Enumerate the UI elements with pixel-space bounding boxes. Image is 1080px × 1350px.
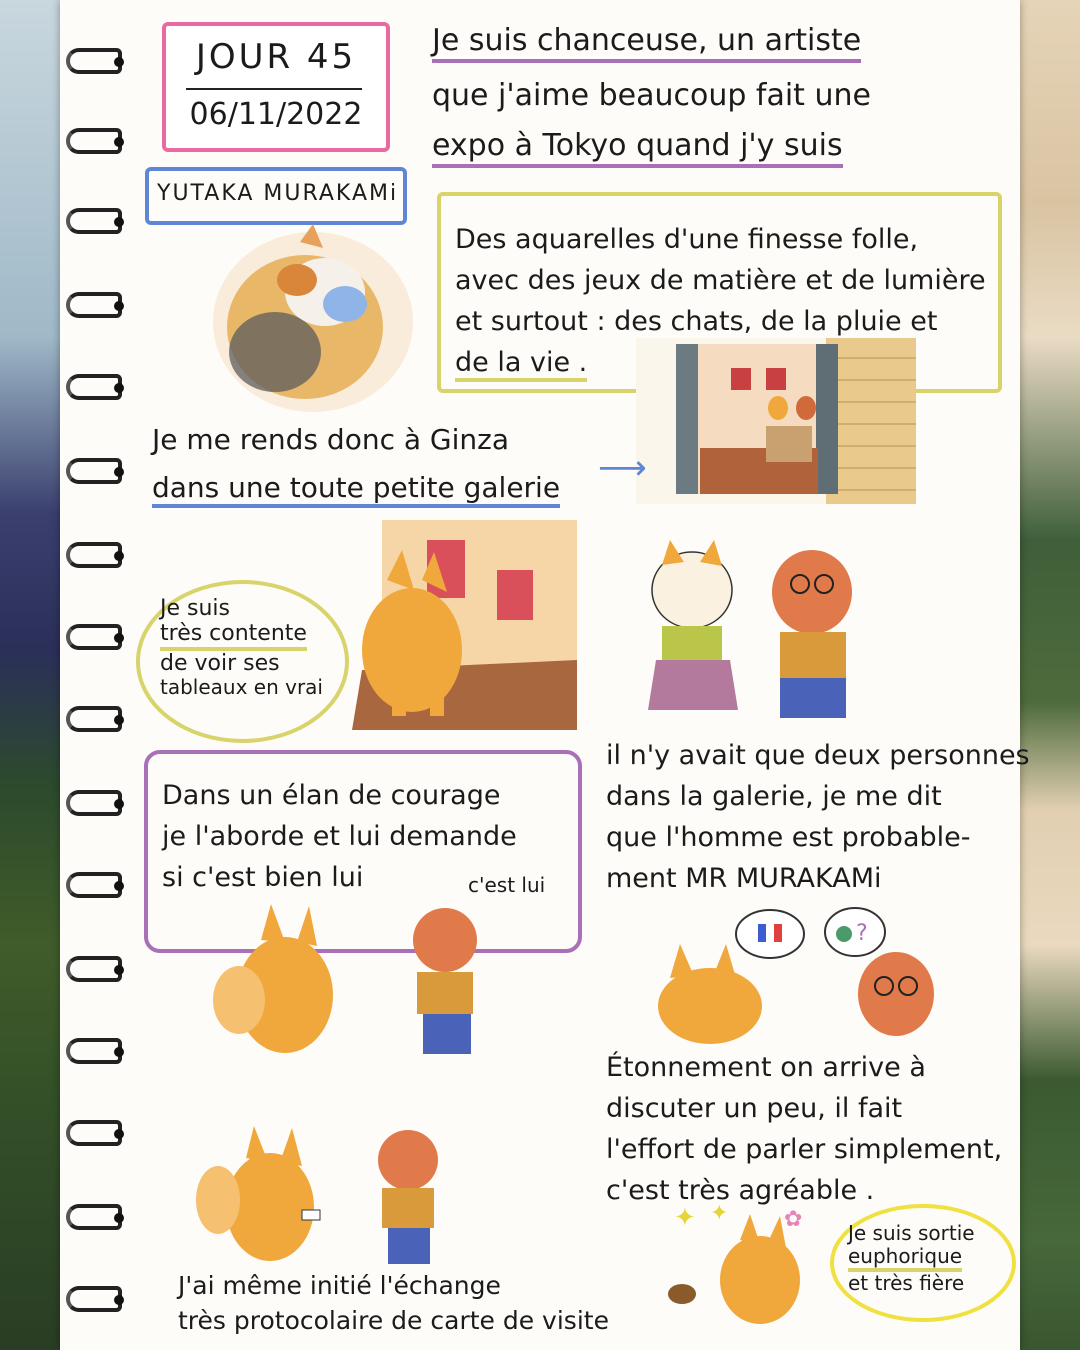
ring <box>66 542 122 568</box>
two-people-text <box>606 740 1030 894</box>
svg-text:?: ? <box>856 921 868 946</box>
discussion-line: Étonnement on arrive à <box>606 1052 926 1083</box>
ring <box>66 374 122 400</box>
euphoric-line: et très fière <box>848 1271 965 1295</box>
description-line: Des aquarelles d'une finesse folle, <box>455 224 919 255</box>
bubble-line: Je suis <box>160 596 230 621</box>
euphoric-line: euphorique <box>848 1245 962 1272</box>
bubble-line: de voir ses <box>160 650 280 676</box>
discussion-line: discuter un peu, il fait <box>606 1093 903 1125</box>
svg-text:✦: ✦ <box>710 1201 729 1226</box>
description-line: de la vie . <box>455 347 587 382</box>
ring <box>66 956 122 982</box>
fox-approaching-man-drawing <box>205 900 505 1070</box>
happy-fox-drawing <box>660 1200 830 1340</box>
ring <box>66 1120 122 1146</box>
ring <box>66 1038 122 1064</box>
ginza-line: Je me rends donc à Ginza <box>152 423 509 456</box>
date-header-box <box>162 22 390 152</box>
discussion-line: l'effort de parler simplement, <box>606 1134 1003 1166</box>
courage-line: je l'aborde et lui demande <box>162 821 517 853</box>
courage-text <box>162 780 517 893</box>
content-speech-bubble <box>136 580 349 743</box>
two-people-line: que l'homme est probable- <box>606 822 971 854</box>
discussion-line: c'est très agréable . <box>606 1175 875 1207</box>
svg-text:✦: ✦ <box>674 1203 696 1233</box>
discussion-text <box>606 1052 1002 1206</box>
content-bubble-text <box>160 596 323 699</box>
ring <box>66 872 122 898</box>
ring <box>66 292 122 318</box>
bubble-line: tableaux en vrai <box>160 674 323 699</box>
ring <box>66 1286 122 1312</box>
intro-line: que j'aime beaucoup fait une <box>432 77 871 113</box>
two-people-line: dans la galerie, je me dit <box>606 781 942 813</box>
fox-and-man-drawing <box>634 540 874 740</box>
courage-line: Dans un élan de courage <box>162 780 501 811</box>
euphoric-text <box>848 1222 975 1295</box>
cest-lui-label: c'est lui <box>468 873 546 897</box>
two-people-line: il n'y avait que deux personnes <box>606 740 1030 771</box>
euphoric-speech-bubble <box>830 1204 1016 1322</box>
ring <box>66 790 122 816</box>
exchange-text <box>178 1272 609 1336</box>
date-label: 06/11/2022 <box>189 97 363 132</box>
svg-text:✿: ✿ <box>784 1207 803 1232</box>
artist-name-box <box>145 167 407 225</box>
exchange-line: J'ai même initié l'échange <box>178 1271 501 1300</box>
header-divider <box>186 88 362 90</box>
ring <box>66 1204 122 1230</box>
conversation-drawing <box>650 906 960 1046</box>
ginza-text <box>152 424 560 508</box>
artist-name: YUTAKA MURAKAMi <box>157 181 399 206</box>
fox-viewing-paintings-drawing <box>352 520 577 730</box>
intro-text <box>432 24 871 168</box>
ring <box>66 706 122 732</box>
exchange-line: très protocolaire de carte de visite <box>178 1305 609 1335</box>
day-label: JOUR 45 <box>195 37 357 77</box>
background-landscape-right <box>1018 0 1080 1350</box>
intro-line: expo à Tokyo quand j'y suis <box>432 129 843 168</box>
two-people-line: ment MR MURAKAMi <box>606 863 882 895</box>
description-line: avec des jeux de matière et de lumière <box>455 265 986 297</box>
ginza-line: dans une toute petite galerie <box>152 472 560 508</box>
cat-drawing <box>205 222 420 417</box>
courage-line: si c'est bien lui <box>162 862 364 894</box>
business-card-exchange-drawing <box>190 1122 470 1272</box>
ring <box>66 624 122 650</box>
ring <box>66 48 122 74</box>
description-line: et surtout : des chats, de la pluie et <box>455 306 938 338</box>
ring <box>66 208 122 234</box>
euphoric-line: Je suis sortie <box>848 1221 975 1245</box>
gallery-doorway-drawing <box>636 338 916 504</box>
bubble-line: très contente <box>160 621 307 650</box>
ring <box>66 128 122 154</box>
arrow-icon: ⟶ <box>598 448 647 488</box>
ring <box>66 458 122 484</box>
intro-line: Je suis chanceuse, un artiste <box>432 24 861 63</box>
